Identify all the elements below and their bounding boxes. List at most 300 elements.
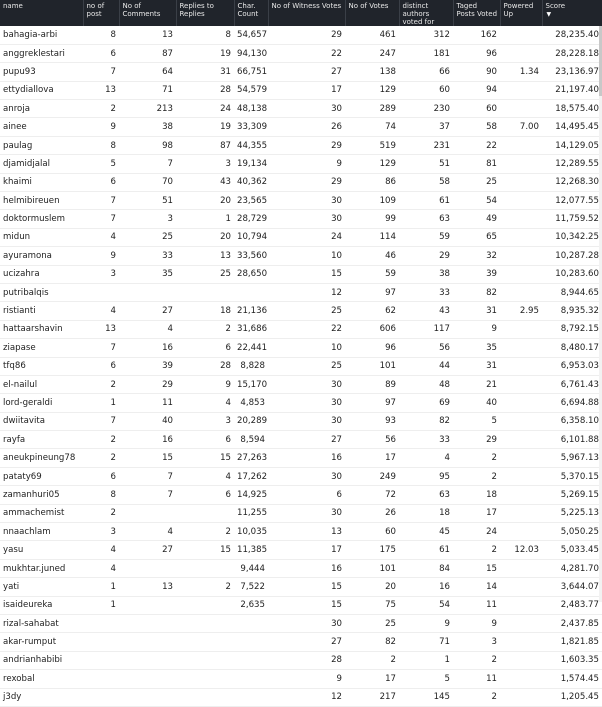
cell-value: 19 xyxy=(176,44,234,62)
table-row[interactable] xyxy=(0,412,602,430)
cell-value: 1 xyxy=(83,578,119,596)
cell-value: 26 xyxy=(268,118,345,136)
cell-value: 6 xyxy=(83,173,119,191)
cell-value: 48 xyxy=(399,375,453,393)
column-header-no-of-comments[interactable] xyxy=(119,0,176,26)
cell-value xyxy=(500,615,542,633)
cell-value: 519 xyxy=(345,136,399,154)
cell-value xyxy=(500,155,542,173)
cell-value: 8 xyxy=(83,26,119,44)
cell-value: 48,138 xyxy=(234,100,268,118)
cell-value xyxy=(119,633,176,651)
cell-value: 9 xyxy=(268,155,345,173)
cell-value: 9 xyxy=(83,118,119,136)
cell-value xyxy=(119,283,176,301)
cell-value: 60 xyxy=(453,100,500,118)
cell-value: 82 xyxy=(399,412,453,430)
table-row[interactable] xyxy=(0,633,602,651)
column-header-no-of-witness-votes[interactable] xyxy=(268,0,345,26)
cell-value: 9 xyxy=(176,375,234,393)
cell-value: 12 xyxy=(268,283,345,301)
table-row[interactable] xyxy=(0,357,602,375)
cell-value: 21 xyxy=(453,375,500,393)
cell-value: 29 xyxy=(268,136,345,154)
table-row[interactable] xyxy=(0,596,602,614)
column-header-no-of-post[interactable] xyxy=(83,0,119,26)
column-header-powered-up[interactable] xyxy=(500,0,542,26)
table-row[interactable] xyxy=(0,44,602,62)
cell-value: 8 xyxy=(176,26,234,44)
cell-value: 5 xyxy=(399,670,453,688)
cell-value: 11 xyxy=(453,670,500,688)
table-row[interactable] xyxy=(0,467,602,485)
table-row[interactable] xyxy=(0,136,602,154)
cell-value: 35 xyxy=(453,339,500,357)
table-row[interactable] xyxy=(0,431,602,449)
cell-value: 28,235.40 xyxy=(542,26,602,44)
table-row[interactable] xyxy=(0,504,602,522)
cell-value: 109 xyxy=(345,192,399,210)
table-row[interactable] xyxy=(0,247,602,265)
cell-value: 114 xyxy=(345,228,399,246)
cell-value: 9 xyxy=(453,615,500,633)
cell-value: 17,262 xyxy=(234,467,268,485)
cell-value xyxy=(500,486,542,504)
cell-value: 71 xyxy=(119,81,176,99)
cell-value: 217 xyxy=(345,688,399,706)
cell-value: 15 xyxy=(268,578,345,596)
column-header-score[interactable] xyxy=(542,0,602,26)
cell-value: 15 xyxy=(268,596,345,614)
cell-value: 29 xyxy=(268,173,345,191)
cell-value: 17 xyxy=(453,504,500,522)
cell-value: 9,444 xyxy=(234,559,268,577)
cell-value: 17 xyxy=(268,81,345,99)
cell-value xyxy=(234,651,268,669)
column-header-replies-to-replies[interactable] xyxy=(176,0,234,26)
cell-value: 54 xyxy=(399,596,453,614)
table-row[interactable] xyxy=(0,100,602,118)
cell-value: 63 xyxy=(399,210,453,228)
cell-value: 21,197.40 xyxy=(542,81,602,99)
cell-value xyxy=(500,449,542,467)
cell-value: 2 xyxy=(345,651,399,669)
cell-value: 289 xyxy=(345,100,399,118)
cell-value xyxy=(119,504,176,522)
cell-value: 1 xyxy=(83,394,119,412)
cell-value: 44 xyxy=(399,357,453,375)
cell-value: 101 xyxy=(345,357,399,375)
cell-value: 9 xyxy=(83,247,119,265)
cell-value: 117 xyxy=(399,320,453,338)
cell-value: 19,134 xyxy=(234,155,268,173)
cell-value: 54 xyxy=(453,192,500,210)
cell-value: 2 xyxy=(83,449,119,467)
cell-value: 6 xyxy=(83,44,119,62)
cell-value: 29 xyxy=(399,247,453,265)
cell-value: 30 xyxy=(268,100,345,118)
cell-value xyxy=(176,596,234,614)
cell-value: 6 xyxy=(176,486,234,504)
cell-value: 30 xyxy=(268,210,345,228)
cell-value: 8,828 xyxy=(234,357,268,375)
cell-value: 9 xyxy=(453,320,500,338)
cell-value: 12,077.55 xyxy=(542,192,602,210)
cell-name: mukhtar.juned xyxy=(0,559,83,577)
sort-descending-icon[interactable]: ▼ xyxy=(546,11,552,18)
cell-value xyxy=(119,670,176,688)
cell-value xyxy=(500,192,542,210)
cell-value: 38 xyxy=(119,118,176,136)
table-row[interactable] xyxy=(0,651,602,669)
table-row[interactable] xyxy=(0,688,602,706)
cell-value: 16 xyxy=(268,559,345,577)
cell-value: 15,170 xyxy=(234,375,268,393)
cell-value: 13 xyxy=(119,578,176,596)
cell-value: 22 xyxy=(268,320,345,338)
cell-value: 26 xyxy=(345,504,399,522)
cell-value: 5,033.45 xyxy=(542,541,602,559)
cell-value xyxy=(500,633,542,651)
cell-value: 16 xyxy=(268,449,345,467)
cell-value: 6,101.88 xyxy=(542,431,602,449)
cell-value: 5,050.25 xyxy=(542,523,602,541)
table-row[interactable] xyxy=(0,265,602,283)
table-row[interactable] xyxy=(0,339,602,357)
cell-value xyxy=(500,523,542,541)
cell-value: 27,263 xyxy=(234,449,268,467)
cell-value: 11,255 xyxy=(234,504,268,522)
table-row[interactable] xyxy=(0,541,602,559)
cell-name: ammachemist xyxy=(0,504,83,522)
cell-name: helmibireuen xyxy=(0,192,83,210)
cell-value: 17 xyxy=(345,449,399,467)
cell-value xyxy=(119,651,176,669)
cell-value: 24 xyxy=(268,228,345,246)
table-row[interactable] xyxy=(0,63,602,81)
cell-value: 15 xyxy=(453,559,500,577)
cell-value: 4,853 xyxy=(234,394,268,412)
cell-value: 37 xyxy=(399,118,453,136)
cell-value: 10 xyxy=(268,247,345,265)
cell-name: anggreklestari xyxy=(0,44,83,62)
cell-value: 249 xyxy=(345,467,399,485)
cell-value xyxy=(83,688,119,706)
cell-value: 51 xyxy=(119,192,176,210)
cell-value: 63 xyxy=(399,486,453,504)
cell-name: ristianti xyxy=(0,302,83,320)
cell-value xyxy=(500,100,542,118)
cell-value: 15 xyxy=(176,449,234,467)
table-row[interactable] xyxy=(0,192,602,210)
cell-value: 6,694.88 xyxy=(542,394,602,412)
table-row[interactable] xyxy=(0,394,602,412)
cell-value: 7 xyxy=(119,467,176,485)
cell-name: aneukpineung78 xyxy=(0,449,83,467)
cell-value: 2 xyxy=(453,541,500,559)
table-row[interactable] xyxy=(0,118,602,136)
cell-value: 129 xyxy=(345,81,399,99)
column-header-label: Score xyxy=(545,2,566,10)
cell-value: 7 xyxy=(83,339,119,357)
table-row[interactable] xyxy=(0,559,602,577)
cell-value: 24 xyxy=(453,523,500,541)
table-row[interactable] xyxy=(0,375,602,393)
cell-value: 231 xyxy=(399,136,453,154)
cell-value xyxy=(234,283,268,301)
cell-value: 175 xyxy=(345,541,399,559)
cell-value xyxy=(500,136,542,154)
cell-value: 32 xyxy=(453,247,500,265)
cell-value xyxy=(500,339,542,357)
cell-name: pupu93 xyxy=(0,63,83,81)
cell-value: 33 xyxy=(399,431,453,449)
cell-value: 13 xyxy=(176,247,234,265)
cell-value: 8,935.32 xyxy=(542,302,602,320)
cell-value xyxy=(176,559,234,577)
cell-value: 2 xyxy=(453,688,500,706)
cell-value: 7,522 xyxy=(234,578,268,596)
cell-value xyxy=(234,633,268,651)
cell-value: 247 xyxy=(345,44,399,62)
cell-name: tfq86 xyxy=(0,357,83,375)
cell-value: 4 xyxy=(83,302,119,320)
cell-value: 70 xyxy=(119,173,176,191)
cell-value: 56 xyxy=(345,431,399,449)
cell-name: j3dy xyxy=(0,688,83,706)
cell-value: 51 xyxy=(399,155,453,173)
table-row[interactable] xyxy=(0,81,602,99)
cell-value xyxy=(500,467,542,485)
cell-value: 16 xyxy=(399,578,453,596)
cell-value xyxy=(83,633,119,651)
table-row[interactable] xyxy=(0,283,602,301)
column-header-distinct-authors-voted-for[interactable] xyxy=(399,0,453,26)
cell-value: 40 xyxy=(453,394,500,412)
cell-value: 46 xyxy=(345,247,399,265)
column-header-name[interactable] xyxy=(0,0,83,26)
cell-value: 3 xyxy=(119,210,176,228)
cell-value: 4 xyxy=(119,523,176,541)
cell-name: zamanhuri05 xyxy=(0,486,83,504)
table-row[interactable] xyxy=(0,615,602,633)
cell-name: nnaachlam xyxy=(0,523,83,541)
table-row[interactable] xyxy=(0,155,602,173)
cell-value: 20,289 xyxy=(234,412,268,430)
cell-value: 2,437.85 xyxy=(542,615,602,633)
cell-value xyxy=(500,81,542,99)
cell-value xyxy=(83,283,119,301)
cell-name: ettydiallova xyxy=(0,81,83,99)
table-row[interactable] xyxy=(0,173,602,191)
cell-value xyxy=(500,283,542,301)
column-header-taged-posts-voted[interactable] xyxy=(453,0,500,26)
cell-value: 43 xyxy=(176,173,234,191)
table-row[interactable] xyxy=(0,670,602,688)
cell-value xyxy=(119,596,176,614)
cell-value: 7 xyxy=(83,210,119,228)
cell-value: 27 xyxy=(119,541,176,559)
cell-value: 28,228.18 xyxy=(542,44,602,62)
cell-value: 129 xyxy=(345,155,399,173)
cell-name: midun xyxy=(0,228,83,246)
cell-value: 312 xyxy=(399,26,453,44)
cell-value: 25 xyxy=(453,173,500,191)
cell-value: 2 xyxy=(176,523,234,541)
cell-value xyxy=(83,670,119,688)
cell-value: 38 xyxy=(399,265,453,283)
column-header-no-of-votes[interactable] xyxy=(345,0,399,26)
cell-value: 58 xyxy=(399,173,453,191)
cell-value: 20 xyxy=(176,192,234,210)
cell-value xyxy=(83,651,119,669)
cell-name: yasu xyxy=(0,541,83,559)
table-row[interactable] xyxy=(0,302,602,320)
cell-value: 45 xyxy=(399,523,453,541)
cell-value: 97 xyxy=(345,394,399,412)
table-row[interactable] xyxy=(0,449,602,467)
cell-value: 145 xyxy=(399,688,453,706)
cell-value: 9 xyxy=(399,615,453,633)
cell-name: yati xyxy=(0,578,83,596)
cell-value: 82 xyxy=(345,633,399,651)
table-row[interactable] xyxy=(0,486,602,504)
cell-value: 10,283.60 xyxy=(542,265,602,283)
cell-value xyxy=(500,670,542,688)
cell-value xyxy=(176,633,234,651)
cell-value xyxy=(500,228,542,246)
cell-value: 11,759.52 xyxy=(542,210,602,228)
cell-value: 138 xyxy=(345,63,399,81)
cell-value: 25 xyxy=(176,265,234,283)
cell-value xyxy=(176,688,234,706)
cell-value: 8 xyxy=(83,136,119,154)
cell-value: 230 xyxy=(399,100,453,118)
cell-value: 8,944.65 xyxy=(542,283,602,301)
cell-value: 25 xyxy=(119,228,176,246)
cell-value: 13 xyxy=(119,26,176,44)
cell-name: ayuramona xyxy=(0,247,83,265)
cell-value: 11 xyxy=(453,596,500,614)
column-header-label: no of post xyxy=(86,2,105,18)
cell-name: el-nailul xyxy=(0,375,83,393)
cell-value xyxy=(500,394,542,412)
cell-value: 69 xyxy=(399,394,453,412)
cell-value xyxy=(119,615,176,633)
cell-name: akar-rumput xyxy=(0,633,83,651)
cell-value: 16 xyxy=(119,431,176,449)
cell-value: 3 xyxy=(453,633,500,651)
cell-value: 4,281.70 xyxy=(542,559,602,577)
column-header-label: Replies to Replies xyxy=(179,2,214,18)
cell-value xyxy=(500,320,542,338)
cell-value: 10,342.25 xyxy=(542,228,602,246)
table-row[interactable] xyxy=(0,320,602,338)
cell-value: 2 xyxy=(453,467,500,485)
cell-value xyxy=(500,44,542,62)
cell-value: 30 xyxy=(268,192,345,210)
cell-value xyxy=(176,615,234,633)
column-header-char-count[interactable] xyxy=(234,0,268,26)
cell-name: doktormuslem xyxy=(0,210,83,228)
cell-value xyxy=(500,578,542,596)
cell-value: 25 xyxy=(268,302,345,320)
cell-value: 2 xyxy=(453,651,500,669)
cell-value: 39 xyxy=(119,357,176,375)
header-row xyxy=(0,0,602,26)
cell-value: 59 xyxy=(345,265,399,283)
cell-value: 5,225.13 xyxy=(542,504,602,522)
cell-value: 71 xyxy=(399,633,453,651)
cell-value: 1 xyxy=(176,210,234,228)
cell-value: 54,579 xyxy=(234,81,268,99)
cell-value: 99 xyxy=(345,210,399,228)
cell-value xyxy=(234,670,268,688)
cell-name: rizal-sahabat xyxy=(0,615,83,633)
cell-value: 2 xyxy=(83,375,119,393)
cell-value: 1.34 xyxy=(500,63,542,81)
cell-value: 2 xyxy=(83,431,119,449)
cell-value: 2 xyxy=(83,100,119,118)
cell-value: 18,575.40 xyxy=(542,100,602,118)
cell-value xyxy=(500,210,542,228)
cell-name: bahagia-arbi xyxy=(0,26,83,44)
cell-value: 25 xyxy=(268,357,345,375)
cell-value: 20 xyxy=(176,228,234,246)
cell-value: 101 xyxy=(345,559,399,577)
cell-name: pataty69 xyxy=(0,467,83,485)
cell-value: 27 xyxy=(268,633,345,651)
cell-value: 28 xyxy=(268,651,345,669)
cell-value: 1,603.35 xyxy=(542,651,602,669)
cell-value: 89 xyxy=(345,375,399,393)
table-row[interactable] xyxy=(0,578,602,596)
cell-name: djamidjalal xyxy=(0,155,83,173)
table-row[interactable] xyxy=(0,523,602,541)
cell-value: 30 xyxy=(268,504,345,522)
cell-value: 1,574.45 xyxy=(542,670,602,688)
cell-value: 12,289.55 xyxy=(542,155,602,173)
cell-value: 10,794 xyxy=(234,228,268,246)
cell-value: 9 xyxy=(268,670,345,688)
cell-name: anroja xyxy=(0,100,83,118)
cell-value xyxy=(500,357,542,375)
cell-name: hattaarshavin xyxy=(0,320,83,338)
cell-value: 13 xyxy=(83,320,119,338)
cell-value: 6 xyxy=(176,339,234,357)
cell-value: 18 xyxy=(176,302,234,320)
cell-value: 43 xyxy=(399,302,453,320)
cell-value xyxy=(500,651,542,669)
table-row[interactable] xyxy=(0,210,602,228)
cell-value: 28 xyxy=(176,357,234,375)
cell-value: 97 xyxy=(345,283,399,301)
cell-value: 12.03 xyxy=(500,541,542,559)
column-header-label: distinct authors voted for xyxy=(402,2,435,26)
cell-value: 7 xyxy=(83,63,119,81)
cell-value: 6,953.03 xyxy=(542,357,602,375)
table-row[interactable] xyxy=(0,26,602,44)
cell-value: 60 xyxy=(345,523,399,541)
cell-value: 6,358.10 xyxy=(542,412,602,430)
table-row[interactable] xyxy=(0,228,602,246)
cell-value xyxy=(500,504,542,522)
cell-value: 2 xyxy=(176,320,234,338)
cell-value: 96 xyxy=(345,339,399,357)
cell-name: andrianhabibi xyxy=(0,651,83,669)
cell-value: 58 xyxy=(453,118,500,136)
cell-value xyxy=(234,688,268,706)
